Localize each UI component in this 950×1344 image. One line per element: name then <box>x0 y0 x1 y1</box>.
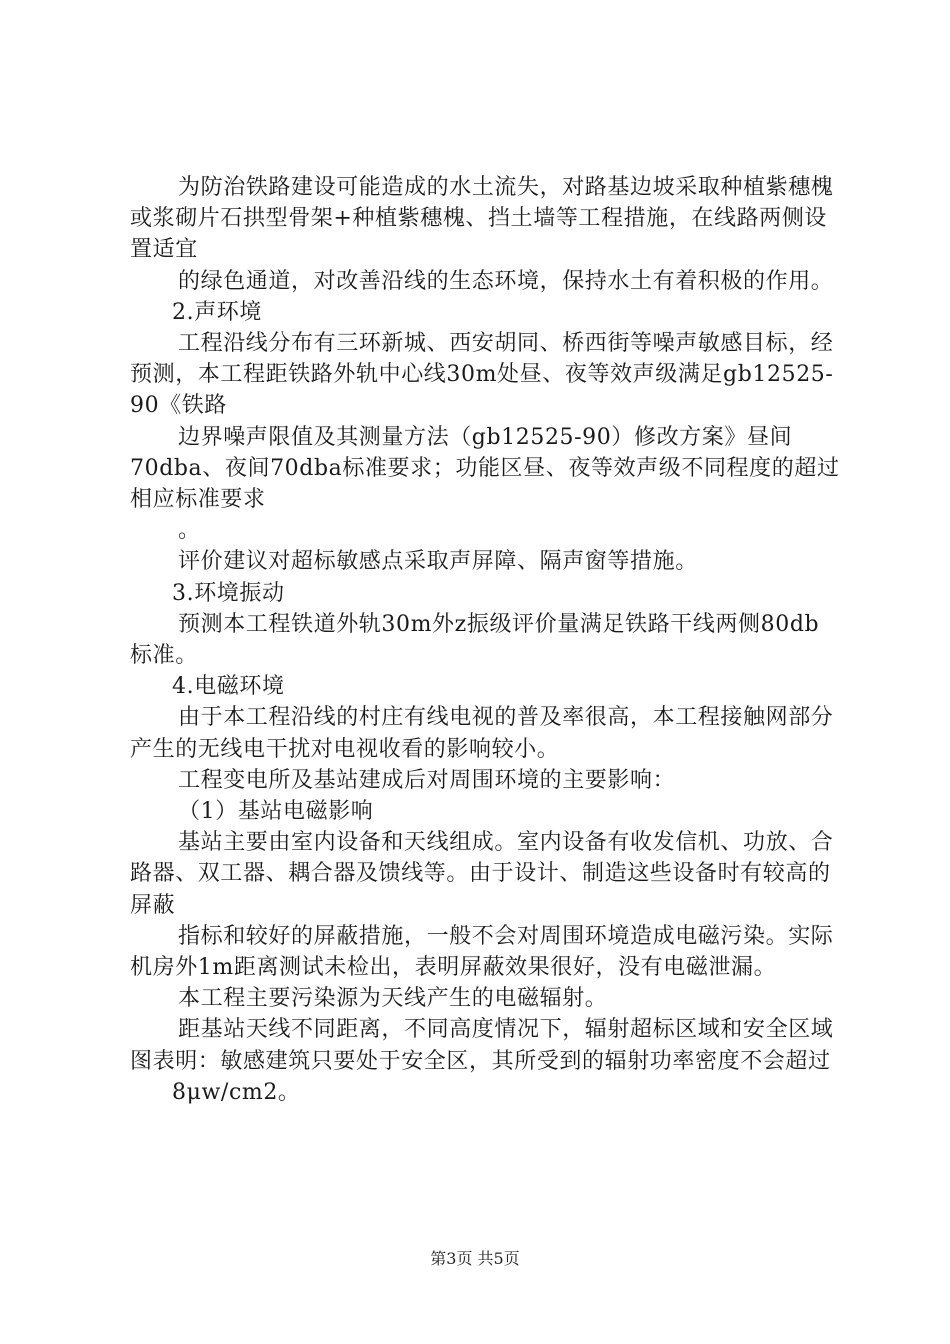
paragraph-base-station-equipment: 基站主要由室内设备和天线组成。室内设备有收发信机、功放、合路器、双工器、耦合器及馈线等。由于设计、制造这些设备时有较高的屏蔽 <box>130 830 834 918</box>
heading-electromagnetic: 4.电磁环境 <box>172 674 285 700</box>
paragraph-vibration: 预测本工程铁道外轨30m外z振级评价量满足铁路干线两侧80db标准。 <box>130 611 820 669</box>
paragraph-green-corridor: 的绿色通道，对改善沿线的生态环境，保持水土有着积极的作用。 <box>178 268 834 294</box>
paragraph-pollution-source: 本工程主要污染源为天线产生的电磁辐射。 <box>178 986 608 1012</box>
page-footer: 第3页 共5页 <box>430 1249 520 1268</box>
paragraph-period: 。 <box>178 518 201 544</box>
paragraph-power-density: 8μw/cm2。 <box>172 1079 301 1105</box>
heading-vibration: 3.环境振动 <box>172 580 285 606</box>
paragraph-noise-targets: 工程沿线分布有三环新城、西安胡同、桥西街等噪声敏感目标，经预测，本工程距铁路外轨中心线30m处昼、夜等效声级满足gb12525-90《铁路 <box>130 331 834 419</box>
paragraph-noise-standard: 边界噪声限值及其测量方法（gb12525-90）修改方案》昼间70dba、夜间70dba标准要求；功能区昼、夜等效声级不同程度的超过相应标准要求 <box>130 424 840 513</box>
paragraph-main-impacts: 工程变电所及基站建成后对周围环境的主要影响： <box>178 767 676 793</box>
heading-base-station: （1）基站电磁影响 <box>178 799 374 825</box>
paragraph-soil-erosion: 为防治铁路建设可能造成的水土流失，对路基边坡采取种植紫穗槐或浆砌片石拱型骨架+种植紫穗槐、挡土墙等工程措施，在线路两侧设置适宜 <box>130 175 834 263</box>
heading-acoustic-environment: 2.声环境 <box>172 299 262 325</box>
document-body <box>130 172 840 1108</box>
paragraph-safety-zone: 距基站天线不同距离，不同高度情况下，辐射超标区域和安全区域图表明：敏感建筑只要处于安全区，其所受到的辐射功率密度不会超过 <box>130 1017 834 1074</box>
paragraph-noise-measures: 评价建议对超标敏感点采取声屏障、隔声窗等措施。 <box>178 549 698 575</box>
paragraph-tv-interference: 由于本工程沿线的村庄有线电视的普及率很高，本工程接触网部分产生的无线电干扰对电视收看的影响较小。 <box>130 705 834 762</box>
paragraph-shielding: 指标和较好的屏蔽措施，一般不会对周围环境造成电磁污染。实际机房外1m距离测试未检出，表明屏蔽效果很好，没有电磁泄漏。 <box>130 923 834 981</box>
